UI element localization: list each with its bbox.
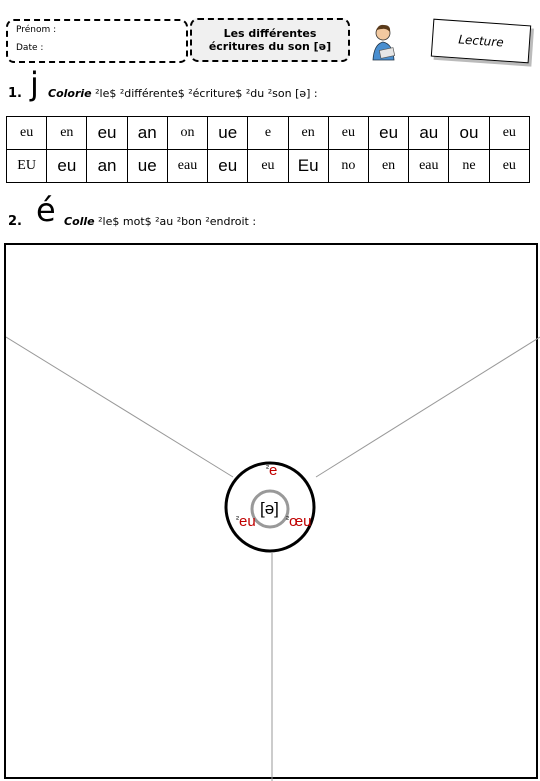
label-eu: $^{^2}$eu xyxy=(236,513,256,530)
exercise-2-text: ²le$ mot$ ²au ²bon ²endroit : xyxy=(98,215,257,228)
grid-cell[interactable]: ue xyxy=(208,117,248,150)
grid-cell[interactable]: eau xyxy=(409,150,449,183)
title-line-1: Les différentes xyxy=(223,27,317,40)
label-oeu: $^{^2}$œu xyxy=(286,513,312,530)
lecture-badge xyxy=(431,19,531,64)
worksheet-title xyxy=(190,18,350,62)
grid-cell[interactable]: EU xyxy=(7,150,47,183)
sound-grid xyxy=(6,116,530,183)
divider-line-left xyxy=(6,337,233,477)
grid-cell[interactable]: ue xyxy=(127,150,167,183)
grid-cell[interactable]: en xyxy=(47,117,87,150)
exercise-1-instruction xyxy=(48,87,318,100)
grid-row xyxy=(7,117,530,150)
grid-cell[interactable]: en xyxy=(288,117,328,150)
grid-row xyxy=(7,150,530,183)
grid-cell[interactable]: eu xyxy=(208,150,248,183)
divider-line-right xyxy=(316,337,540,477)
sorting-diagram xyxy=(4,243,538,779)
grid-cell[interactable]: an xyxy=(87,150,127,183)
title-line-2: écritures du son [ə] xyxy=(208,40,332,53)
colorie-pictogram: j xyxy=(30,65,39,103)
grid-cell[interactable]: no xyxy=(328,150,368,183)
exercise-1-text: ²le$ ²différente$ ²écriture$ ²du ²son [ə] : xyxy=(95,87,318,100)
grid-cell[interactable]: Eu xyxy=(288,150,328,183)
grid-cell[interactable]: au xyxy=(409,117,449,150)
grid-cell[interactable]: eu xyxy=(87,117,127,150)
grid-cell[interactable]: ou xyxy=(449,117,489,150)
grid-cell[interactable]: eau xyxy=(167,150,207,183)
lecture-label: Lecture xyxy=(457,32,505,50)
grid-cell[interactable]: eu xyxy=(489,150,529,183)
grid-cell[interactable]: eu xyxy=(7,117,47,150)
exercise-2-number: 2. xyxy=(8,214,22,229)
prenom-label: Prénom : xyxy=(16,25,57,35)
grid-cell[interactable]: eu xyxy=(47,150,87,183)
label-e: $^{^2}$e xyxy=(266,462,278,479)
date-label: Date : xyxy=(16,43,44,53)
grid-cell[interactable]: eu xyxy=(489,117,529,150)
grid-cell[interactable]: on xyxy=(167,117,207,150)
exercise-1-verb: Colorie xyxy=(48,87,92,100)
grid-cell[interactable]: an xyxy=(127,117,167,150)
grid-cell[interactable]: e xyxy=(248,117,288,150)
exercise-2-verb: Colle xyxy=(64,215,95,228)
grid-cell[interactable]: en xyxy=(368,150,408,183)
center-sound-label: [ə] xyxy=(260,499,279,518)
grid-cell[interactable]: ne xyxy=(449,150,489,183)
exercise-1-number: 1. xyxy=(8,86,22,101)
grid-cell[interactable]: eu xyxy=(328,117,368,150)
grid-cell[interactable]: eu xyxy=(368,117,408,150)
exercise-2-instruction xyxy=(64,215,256,228)
name-date-box xyxy=(6,19,188,63)
colle-pictogram: é xyxy=(36,191,56,229)
reading-child-icon xyxy=(366,22,402,62)
grid-cell[interactable]: eu xyxy=(248,150,288,183)
